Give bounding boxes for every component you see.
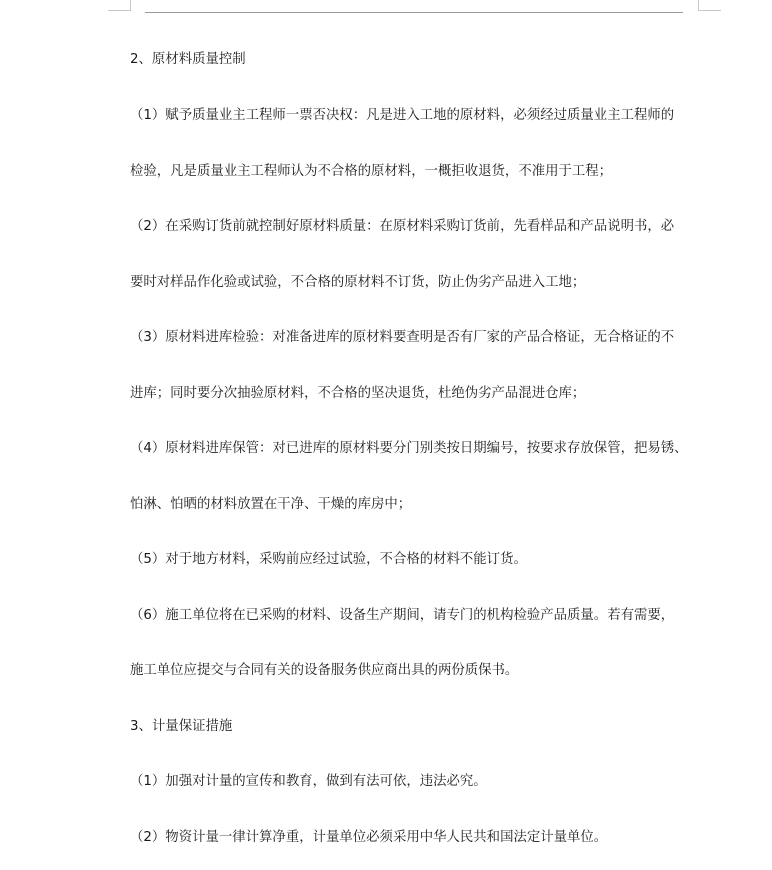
paragraph-line: 进库；同时要分次抽验原材料，不合格的坚决退货，杜绝伪劣产品混进仓库； — [130, 386, 586, 401]
paragraph-line: （2）物资计量一律计算净重，计量单位必须采用中华人民共和国法定计量单位。 — [130, 830, 608, 845]
paragraph-line: （2）在采购订货前就控制好原材料质量：在原材料采购订货前，先看样品和产品说明书，必 — [130, 219, 675, 234]
paragraph-line: （4）原材料进库保管：对已进库的原材料要分门别类按日期编号，按要求存放保管，把易锈、 — [130, 441, 688, 456]
section-heading: 2、原材料质量控制 — [130, 52, 246, 67]
header-rule — [145, 12, 683, 13]
page-corner-mark-right — [698, 0, 721, 11]
paragraph-line: 要时对样品作化验或试验，不合格的原材料不订货，防止伪劣产品进入工地； — [130, 275, 586, 290]
paragraph-line: （1）加强对计量的宣传和教育，做到有法可依，违法必究。 — [130, 774, 487, 789]
paragraph-line: （3）原材料进库检验：对准备进库的原材料要查明是否有厂家的产品合格证，无合格证的不 — [130, 330, 675, 345]
paragraph-line: 施工单位应提交与合同有关的设备服务供应商出具的两份质保书。 — [130, 663, 519, 678]
section-heading: 3、计量保证措施 — [130, 719, 233, 734]
paragraph-line: 检验，凡是质量业主工程师认为不合格的原材料，一概拒收退货，不准用于工程； — [130, 164, 613, 179]
paragraph-line: （1）赋予质量业主工程师一票否决权：凡是进入工地的原材料，必须经过质量业主工程师的 — [130, 108, 675, 123]
paragraph-line: （6）施工单位将在已采购的材料、设备生产期间，请专门的机构检验产品质量。若有需要， — [130, 608, 675, 623]
page-corner-mark-left — [108, 0, 131, 11]
paragraph-line: 怕淋、怕晒的材料放置在干净、干燥的库房中； — [130, 497, 412, 512]
paragraph-line: （5）对于地方材料，采购前应经过试验，不合格的材料不能订货。 — [130, 552, 527, 567]
